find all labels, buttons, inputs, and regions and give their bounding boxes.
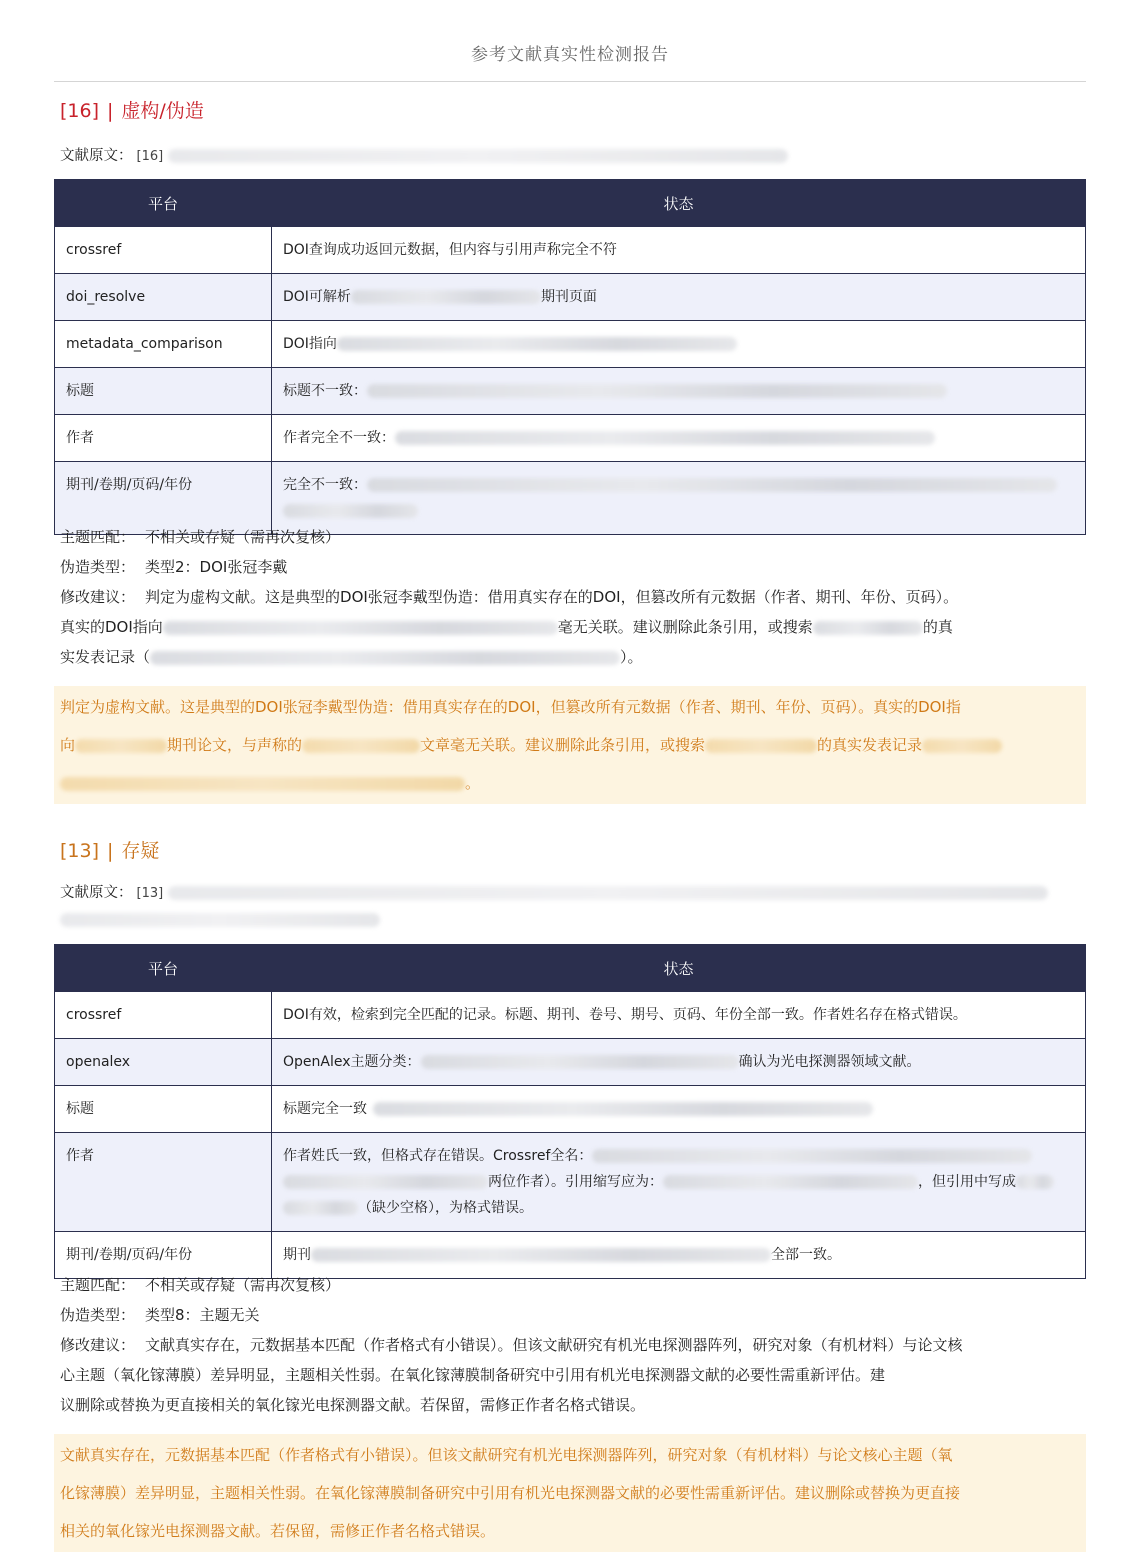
redacted-text	[60, 777, 465, 791]
page-title: 参考文献真实性检测报告	[471, 45, 669, 65]
status-text: 作者姓氏一致，但格式存在错误。Crossref全名：	[283, 1148, 593, 1164]
redacted-text	[150, 651, 620, 665]
redacted-text	[367, 384, 947, 398]
platform-cell: metadata_comparison	[55, 321, 272, 368]
verdict-label: 存疑	[121, 840, 160, 862]
table-row	[55, 368, 1086, 415]
status-text: 期刊	[283, 1247, 311, 1263]
field-label: 修改建议：	[60, 588, 136, 606]
redacted-text	[163, 621, 558, 635]
note-text: 化镓薄膜）差异明显，主题相关性弱。在氧化镓薄膜制备研究中引用有机光电探测器文献的必要性需重新评估。建议删除或替换为更直接	[60, 1484, 961, 1502]
heading-separator: |	[107, 840, 114, 862]
table-row	[55, 274, 1086, 321]
status-text: 确认为光电探测器领域文献。	[738, 1054, 921, 1070]
fake-type-line	[60, 1300, 1105, 1330]
highlight-note	[54, 686, 1086, 804]
advice-line	[60, 582, 1105, 612]
status-cell	[272, 321, 1086, 368]
field-label: 主题匹配：	[60, 1276, 136, 1294]
redacted-text	[283, 1201, 358, 1215]
header-status: 状态	[272, 945, 1086, 992]
redacted-text	[337, 337, 737, 351]
redacted-text	[367, 478, 1057, 492]
field-label: 修改建议：	[60, 1336, 136, 1354]
field-label: 伪造类型：	[60, 558, 136, 576]
header-platform: 平台	[55, 945, 272, 992]
entry-heading-16	[60, 96, 204, 123]
redacted-text	[705, 739, 817, 753]
platform-cell: doi_resolve	[55, 274, 272, 321]
original-label: 文献原文：	[60, 885, 133, 901]
note-text: 。	[465, 774, 481, 792]
platform-cell: 期刊/卷期/页码/年份	[55, 462, 272, 535]
original-ref-number: [13]	[136, 886, 164, 901]
fake-type-value: 类型8：主题无关	[145, 1306, 260, 1324]
status-cell	[272, 1086, 1086, 1133]
advice-text: 毫无关联。建议删除此条引用，或搜索	[557, 618, 813, 636]
table-row	[55, 1039, 1086, 1086]
redacted-text	[302, 739, 420, 753]
advice-text: 的真	[922, 618, 953, 636]
platform-cell: 标题	[55, 368, 272, 415]
advice-line	[60, 612, 1105, 642]
status-text: 完全不一致：	[283, 477, 367, 493]
status-text: 作者完全不一致：	[283, 430, 395, 446]
note-line	[60, 726, 1086, 764]
entry-summary	[60, 1270, 1105, 1420]
platform-cell: 作者	[55, 415, 272, 462]
note-text: 判定为虚构文献。这是典型的DOI张冠李戴型伪造：借用真实存在的DOI，但篡改所有元数据（作者、期刊、年份、页码）。真实的DOI指	[60, 698, 961, 716]
advice-text: 实发表记录（	[60, 648, 151, 666]
note-text: 相关的氧化镓光电探测器文献。若保留，需修正作者名格式错误。	[60, 1522, 496, 1540]
topic-match-value: 不相关或存疑（需再次复核）	[145, 528, 341, 546]
advice-text: 判定为虚构文献。这是典型的DOI张冠李戴型伪造：借用真实存在的DOI，但篡改所有元数据（作者、期刊、年份、页码）。	[145, 588, 959, 606]
title-divider	[54, 81, 1086, 82]
status-text: 全部一致。	[771, 1247, 841, 1263]
platform-cell: 期刊/卷期/页码/年份	[55, 1232, 272, 1279]
redacted-reference-text	[168, 886, 1048, 900]
verdict-label: 虚构/伪造	[121, 100, 204, 122]
table-row	[55, 1133, 1086, 1232]
fake-type-line	[60, 552, 1105, 582]
status-text: DOI指向	[283, 336, 337, 352]
redacted-reference-text	[168, 149, 788, 163]
note-line	[60, 764, 1086, 802]
platform-cell: 标题	[55, 1086, 272, 1133]
verification-table	[54, 944, 1086, 1279]
status-cell	[272, 415, 1086, 462]
platform-cell: 作者	[55, 1133, 272, 1232]
advice-line	[60, 1330, 1105, 1360]
ref-id: [13]	[60, 840, 100, 862]
platform-cell: openalex	[55, 1039, 272, 1086]
platform-cell: crossref	[55, 227, 272, 274]
table-row	[55, 992, 1086, 1039]
redacted-text	[351, 290, 541, 304]
status-cell	[272, 1039, 1086, 1086]
topic-match-line	[60, 522, 1105, 552]
heading-separator: |	[107, 100, 114, 122]
header-status: 状态	[272, 180, 1086, 227]
verification-table	[54, 179, 1086, 535]
advice-line	[60, 642, 1105, 672]
header-platform: 平台	[55, 180, 272, 227]
original-reference	[60, 880, 1100, 933]
original-reference	[60, 143, 1100, 170]
status-cell	[272, 368, 1086, 415]
redacted-text	[395, 431, 935, 445]
status-text: 标题完全一致	[283, 1101, 367, 1117]
redacted-text	[1016, 1175, 1054, 1189]
advice-text: 文献真实存在，元数据基本匹配（作者格式有小错误）。但该文献研究有机光电探测器阵列，研究对象（有机材料）与论文核	[145, 1336, 963, 1354]
note-text: 期刊论文，与声称的	[167, 736, 303, 754]
redacted-text	[663, 1175, 918, 1189]
status-text: DOI可解析	[283, 289, 351, 305]
status-cell	[272, 274, 1086, 321]
redacted-text	[283, 504, 418, 518]
field-label: 伪造类型：	[60, 1306, 136, 1324]
original-ref-number: [16]	[136, 149, 164, 164]
ref-id: [16]	[60, 100, 100, 122]
note-text: 的真实发表记录	[817, 736, 923, 754]
note-text: 文章毫无关联。建议删除此条引用，或搜索	[420, 736, 706, 754]
entry-summary	[60, 522, 1105, 672]
topic-match-line	[60, 1270, 1105, 1300]
redacted-text	[592, 1149, 1032, 1163]
status-text: 期刊页面	[540, 289, 597, 305]
advice-line: 议删除或替换为更直接相关的氧化镓光电探测器文献。若保留，需修正作者名格式错误。	[60, 1396, 646, 1414]
redacted-text	[922, 739, 1002, 753]
topic-match-value: 不相关或存疑（需再次复核）	[145, 1276, 341, 1294]
note-text: 向	[60, 736, 76, 754]
redacted-text	[421, 1055, 739, 1069]
field-label: 主题匹配：	[60, 528, 136, 546]
table-row	[55, 321, 1086, 368]
original-label: 文献原文：	[60, 148, 133, 164]
redacted-text	[311, 1248, 771, 1262]
status-text: OpenAlex主题分类：	[283, 1054, 421, 1070]
platform-cell: crossref	[55, 992, 272, 1039]
status-cell: DOI有效，检索到完全匹配的记录。标题、期刊、卷号、期号、页码、年份全部一致。作者姓名存在格式错误。	[272, 992, 1086, 1039]
fake-type-value: 类型2：DOI张冠李戴	[145, 558, 288, 576]
note-text: 文献真实存在，元数据基本匹配（作者格式有小错误）。但该文献研究有机光电探测器阵列，研究对象（有机材料）与论文核心主题（氧	[60, 1446, 953, 1464]
status-cell	[272, 1133, 1086, 1232]
advice-text: 真实的DOI指向	[60, 618, 163, 636]
table-row	[55, 415, 1086, 462]
status-text: 两位作者）。引用缩写应为：	[488, 1174, 663, 1190]
status-cell: DOI查询成功返回元数据，但内容与引用声称完全不符	[272, 227, 1086, 274]
redacted-text	[373, 1102, 873, 1116]
highlight-note	[54, 1434, 1086, 1552]
status-text: ，但引用中写成	[918, 1174, 1016, 1190]
table-row	[55, 227, 1086, 274]
redacted-reference-text	[60, 913, 380, 927]
redacted-text	[813, 621, 923, 635]
status-text: 标题不一致：	[283, 383, 367, 399]
status-text: （缺少空格），为格式错误。	[358, 1200, 533, 1216]
advice-text: ）。	[620, 648, 643, 666]
entry-heading-13	[60, 836, 159, 863]
redacted-text	[75, 739, 167, 753]
advice-line: 心主题（氧化镓薄膜）差异明显，主题相关性弱。在氧化镓薄膜制备研究中引用有机光电探测器文献的必要性需重新评估。建	[60, 1366, 886, 1384]
table-row	[55, 1086, 1086, 1133]
redacted-text	[283, 1175, 488, 1189]
